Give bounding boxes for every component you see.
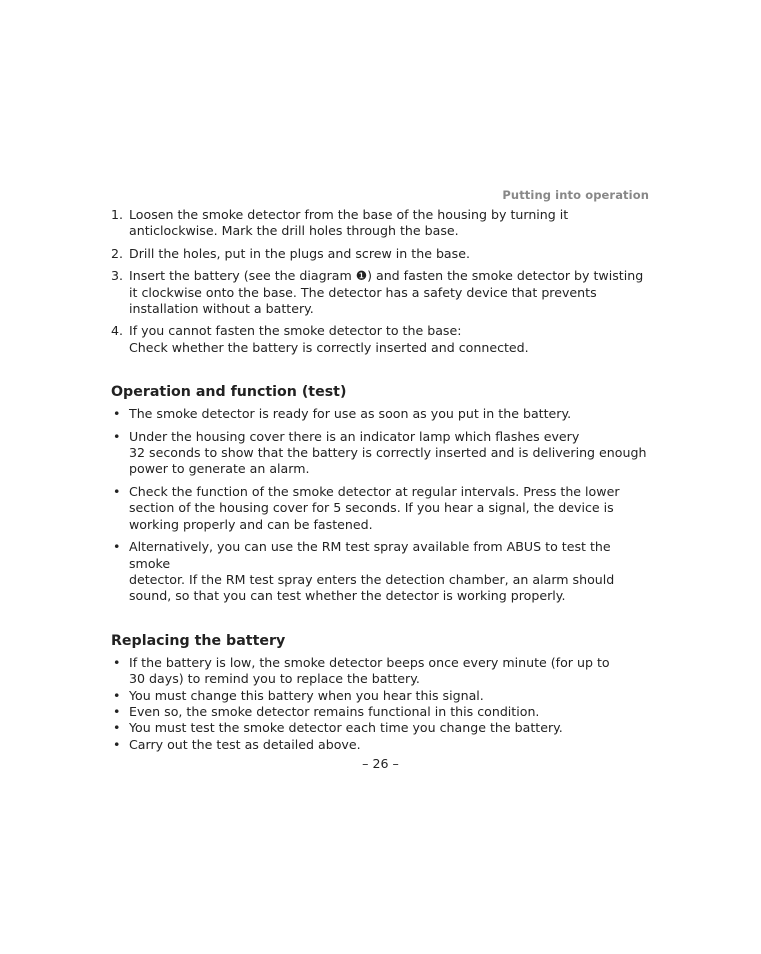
text-line: anticlockwise. Mark the drill holes through the base.: [129, 223, 459, 239]
text-line: Insert the battery (see the diagram ❶) and fasten the smoke detector by twisting: [129, 268, 644, 284]
text-line: 32 seconds to show that the battery is correctly inserted and is delivering enough: [129, 445, 647, 461]
step-number: 3.: [111, 268, 124, 284]
item-text: [129, 539, 651, 605]
list-item: [111, 688, 651, 704]
bullet-icon: •: [113, 687, 121, 703]
list-item: [111, 406, 651, 422]
item-text: [129, 655, 651, 688]
battery-list: [111, 655, 651, 753]
bullet-icon: •: [113, 539, 121, 555]
list-item: [111, 484, 651, 533]
bullet-icon: •: [113, 406, 121, 422]
section-heading-operation: Operation and function (test): [111, 384, 347, 401]
text-line: working properly and can be fastened.: [129, 516, 373, 532]
section-heading-battery: Replacing the battery: [111, 632, 286, 649]
text-line: Drill the holes, put in the plugs and screw in the base.: [129, 245, 470, 261]
step-1: [111, 207, 651, 240]
step-number: 1.: [111, 207, 124, 222]
step-number: 2.: [111, 245, 124, 261]
text-line: You must test the smoke detector each time you change the battery.: [129, 720, 563, 736]
step-number: 4.: [111, 323, 124, 339]
text-line: You must change this battery when you hear this signal.: [129, 687, 484, 703]
item-text: [129, 737, 651, 753]
text-line: installation without a battery.: [129, 301, 314, 317]
list-item: [111, 720, 651, 736]
step-text: [129, 207, 651, 240]
bullet-icon: •: [113, 654, 121, 670]
text-line: The smoke detector is ready for use as soon as you put in the battery.: [129, 406, 572, 422]
item-text: [129, 429, 651, 478]
installation-steps: [111, 207, 651, 356]
list-item: [111, 655, 651, 688]
text-line: Alternatively, you can use the RM test spray available from ABUS to test the smoke: [129, 539, 611, 571]
step-text: [129, 268, 651, 317]
text-line: section of the housing cover for 5 seconds. If you hear a signal, the device is: [129, 500, 614, 516]
text-line: 30 days) to remind you to replace the battery.: [129, 671, 420, 687]
item-text: [129, 406, 651, 422]
item-text: [129, 484, 651, 533]
text-line: it clockwise onto the base. The detector has a safety device that prevents: [129, 284, 597, 300]
item-text: [129, 720, 651, 736]
step-4: [111, 323, 651, 356]
text-line: Check whether the battery is correctly inserted and connected.: [129, 339, 529, 355]
item-text: [129, 688, 651, 704]
bullet-icon: •: [113, 736, 121, 752]
item-text: [129, 704, 651, 720]
page-number: – 26 –: [362, 756, 399, 771]
step-2: [111, 246, 651, 262]
step-text: [129, 323, 651, 356]
text-line: sound, so that you can test whether the detector is working properly.: [129, 588, 566, 604]
text-line: detector. If the RM test spray enters the detection chamber, an alarm should: [129, 571, 615, 587]
text-line: If you cannot fasten the smoke detector to the base:: [129, 323, 462, 339]
bullet-icon: •: [113, 483, 121, 499]
bullet-icon: •: [113, 703, 121, 719]
bullet-icon: •: [113, 720, 121, 736]
text-line: Check the function of the smoke detector at regular intervals. Press the lower: [129, 483, 620, 499]
text-line: Loosen the smoke detector from the base of the housing by turning it: [129, 207, 569, 222]
list-item: [111, 704, 651, 720]
text-line: If the battery is low, the smoke detector beeps once every minute (for up to: [129, 654, 610, 670]
step-text: [129, 246, 651, 262]
list-item: [111, 737, 651, 753]
text-line: Under the housing cover there is an indicator lamp which flashes every: [129, 428, 580, 444]
list-item: [111, 429, 651, 478]
text-line: Carry out the test as detailed above.: [129, 736, 361, 752]
step-3: [111, 268, 651, 317]
page-content: [111, 207, 651, 753]
bullet-icon: •: [113, 428, 121, 444]
operation-list: [111, 406, 651, 604]
text-line: power to generate an alarm.: [129, 461, 310, 477]
running-header: Putting into operation: [502, 188, 649, 202]
list-item: [111, 539, 651, 605]
text-line: Even so, the smoke detector remains functional in this condition.: [129, 703, 540, 719]
